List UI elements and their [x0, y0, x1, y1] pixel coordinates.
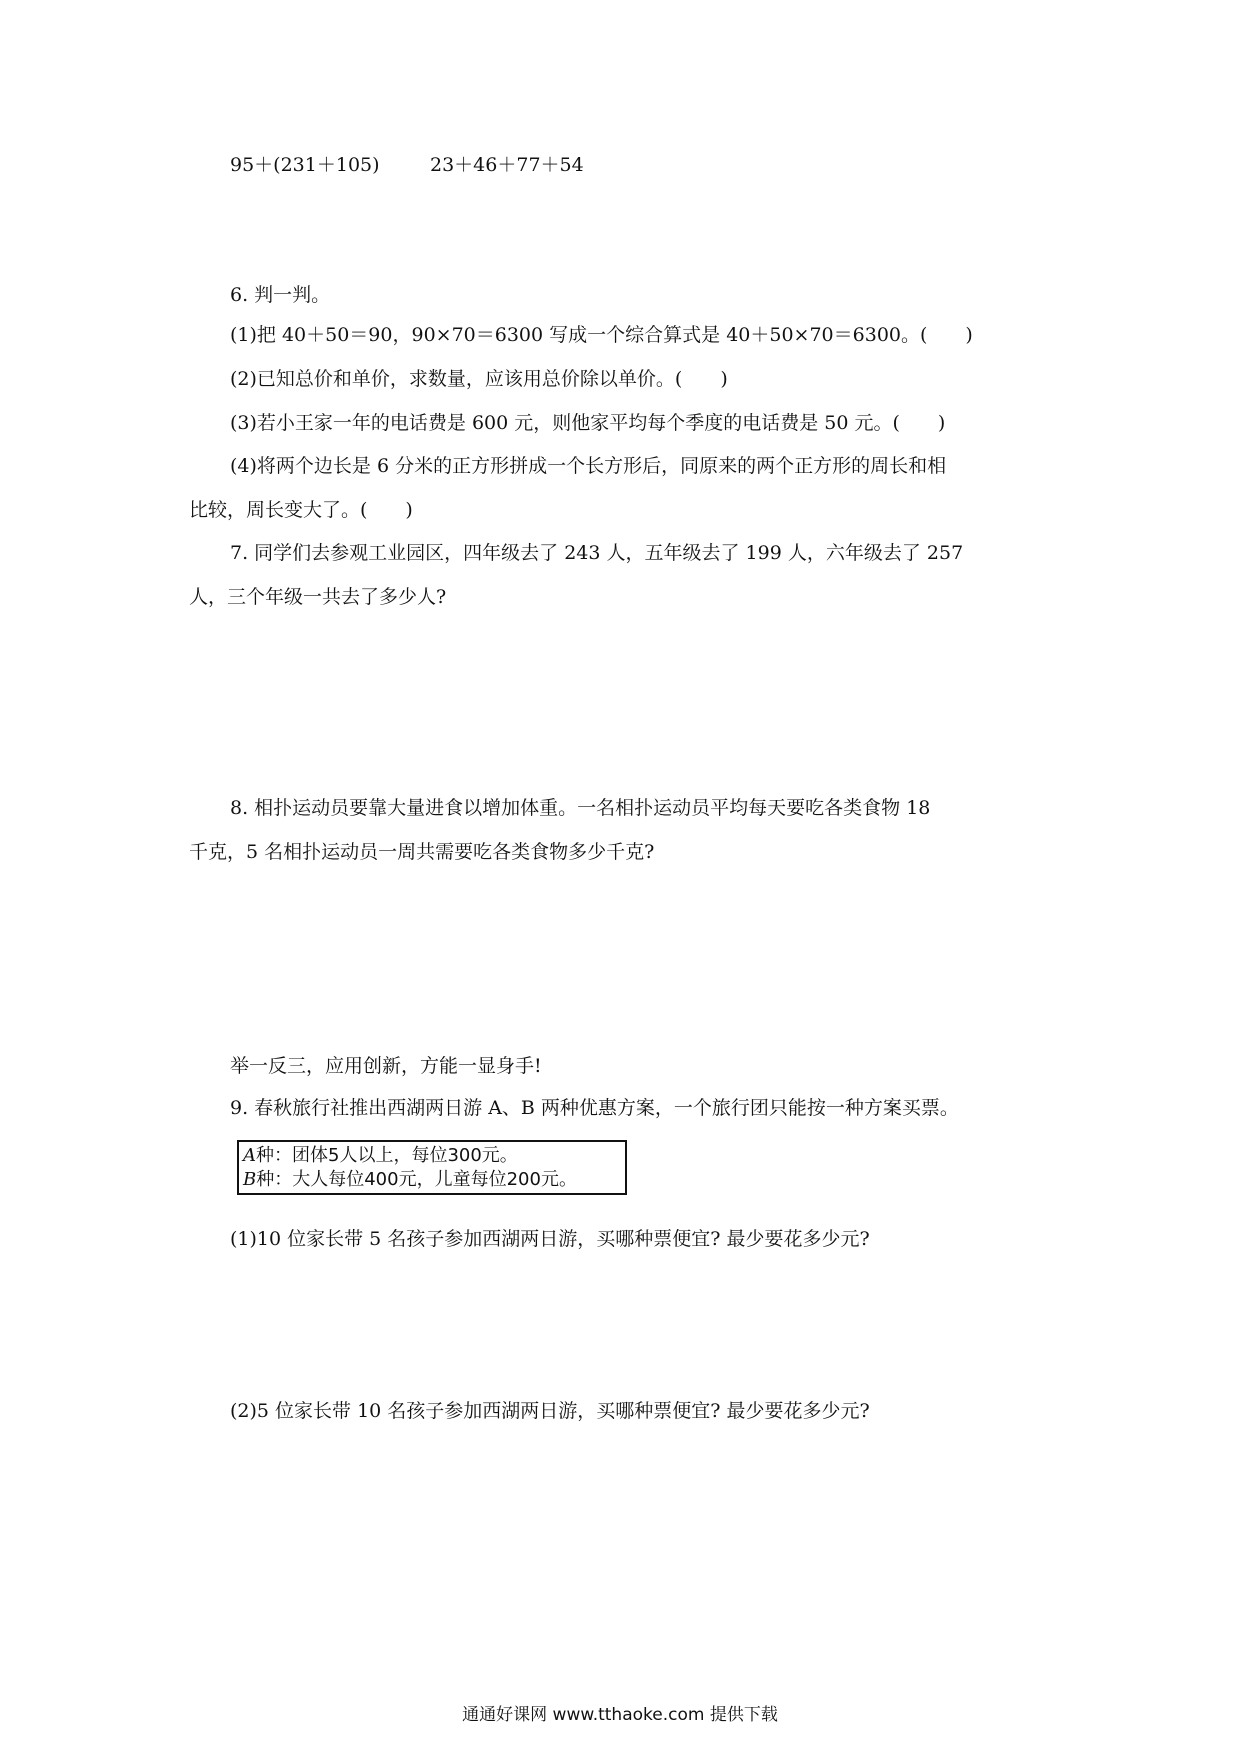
scheme-a	[243, 1144, 625, 1168]
scheme-b-text: 种：大人每位400元，儿童每位200元。	[256, 1169, 577, 1190]
q8-line-1: 8. 相扑运动员要靠大量进食以增加体重。一名相扑运动员平均每天要吃各类食物 18	[230, 797, 931, 819]
q7-line-1: 7. 同学们去参观工业园区，四年级去了 243 人，五年级去了 199 人，六年级去了 257	[230, 542, 964, 564]
expression-1: 95＋(231＋105)	[230, 154, 380, 176]
q6-item-3: (3)若小王家一年的电话费是 600 元，则他家平均每个季度的电话费是 50 元。( )	[230, 412, 946, 434]
q9-sub-2: (2)5 位家长带 10 名孩子参加西湖两日游，买哪种票便宜? 最少要花多少元?	[230, 1400, 870, 1422]
q6-title: 6. 判一判。	[230, 284, 331, 306]
expression-2: 23＋46＋77＋54	[430, 154, 584, 176]
scheme-box	[237, 1140, 627, 1195]
q8-line-2: 千克，5 名相扑运动员一周共需要吃各类食物多少千克?	[189, 841, 655, 863]
q9-sub-1: (1)10 位家长带 5 名孩子参加西湖两日游，买哪种票便宜? 最少要花多少元?	[230, 1228, 870, 1250]
page-footer: 通通好课网 www.tthaoke.com 提供下载	[462, 1705, 778, 1725]
scheme-b-label: B	[243, 1169, 257, 1190]
q6-item-4-cont: 比较，周长变大了。( )	[189, 499, 413, 521]
scheme-a-label: A	[243, 1145, 256, 1166]
scheme-b	[243, 1168, 625, 1192]
q6-item-4: (4)将两个边长是 6 分米的正方形拼成一个长方形后，同原来的两个正方形的周长和相	[230, 455, 947, 477]
q9-title: 9. 春秋旅行社推出西湖两日游 A、B 两种优惠方案，一个旅行团只能按一种方案买票。	[230, 1097, 959, 1119]
scheme-a-text: 种：团体5人以上，每位300元。	[256, 1145, 518, 1166]
q6-item-1: (1)把 40＋50＝90，90×70＝6300 写成一个综合算式是 40＋50×70＝6300。( )	[230, 324, 973, 346]
q6-item-2: (2)已知总价和单价，求数量，应该用总价除以单价。( )	[230, 368, 728, 390]
q7-line-2: 人，三个年级一共去了多少人?	[189, 586, 447, 608]
section-heading: 举一反三，应用创新，方能一显身手!	[230, 1055, 542, 1077]
